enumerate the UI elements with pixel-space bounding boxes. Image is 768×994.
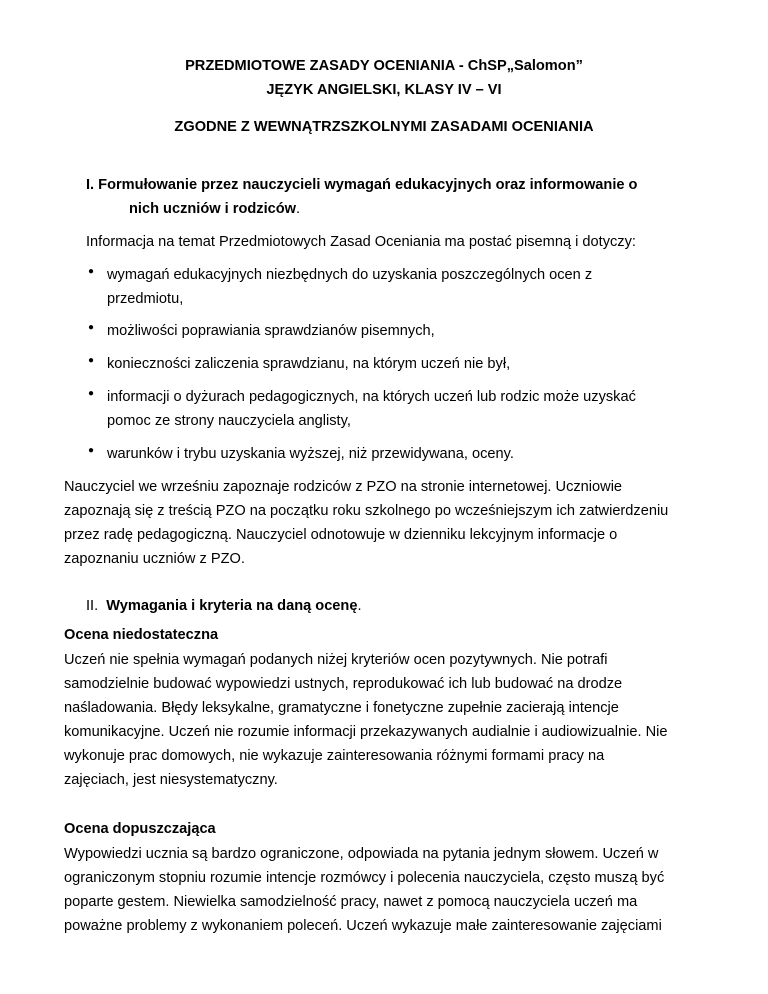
doc-title-line2: JĘZYK ANGIELSKI, KLASY IV – VI (266, 82, 502, 98)
list-item: możliwości poprawiania sprawdzianów pisemnych, (107, 323, 435, 339)
grade2-line: poparte gestem. Niewielka samodzielność pracy, nawet z pomocą nauczyciela uczeń ma (64, 894, 638, 910)
grade2-line: ograniczonym stopniu rozumie intencje rozmówcy i polecenia nauczyciela, często muszą być (64, 870, 665, 886)
grade2-line: poważne problemy z wykonaniem poleceń. Uczeń wykazuje małe zainteresowanie zajęciami (64, 918, 662, 934)
bullet-dot: ● (88, 388, 95, 399)
section1-paragraph-line: Nauczyciel we wrześniu zapoznaje rodziców z PZO na stronie internetowej. Uczniowie (64, 479, 623, 495)
section1-intro: Informacja na temat Przedmiotowych Zasad Oceniania ma postać pisemną i dotyczy: (86, 234, 636, 250)
list-item: warunków i trybu uzyskania wyższej, niż przewidywana, oceny. (107, 446, 514, 462)
list-item: wymagań edukacyjnych niezbędnych do uzyskania poszczególnych ocen z (107, 267, 593, 283)
list-item-continued: przedmiotu, (107, 291, 184, 307)
section2-heading-end: . (357, 598, 362, 614)
grade1-line: Uczeń nie spełnia wymagań podanych niżej kryteriów ocen pozytywnych. Nie potrafi (64, 652, 608, 668)
grade1-line: zajęciach, jest niesystematyczny. (64, 772, 278, 788)
section2-heading-text: Wymagania i kryteria na daną ocenę (106, 598, 358, 614)
list-item: konieczności zaliczenia sprawdzianu, na którym uczeń nie był, (107, 356, 511, 372)
section1-heading-line2 (129, 200, 300, 219)
grade1-line: wykonuje prac domowych, nie wykazuje zainteresowania różnymi formami pracy na (64, 748, 605, 764)
section1-heading-line1: I. Formułowanie przez nauczycieli wymagań edukacyjnych oraz informowanie o (86, 177, 638, 193)
list-item-continued: pomoc ze strony nauczyciela anglisty, (107, 413, 351, 429)
section1-heading-line2-text: nich uczniów i rodziców (129, 201, 297, 217)
section1-paragraph-line: przez radę pedagogiczną. Nauczyciel odnotowuje w dzienniku lekcyjnym informacje o (64, 527, 618, 543)
bullet-dot: ● (88, 445, 95, 456)
section2-number: II. (86, 598, 99, 614)
doc-title-line3: ZGODNE Z WEWNĄTRZSZKOLNYMI ZASADAMI OCENIANIA (174, 119, 594, 135)
section2-heading (86, 597, 362, 616)
section1-paragraph-line: zapoznają się z treścią PZO na początku roku szkolnego po wcześniejszym ich zatwierdzeniu (64, 503, 669, 519)
grade1-line: naśladowania. Błędy leksykalne, gramatyczne i fonetyczne zupełnie zacierają intencje (64, 700, 619, 716)
section1-heading-line2-end: . (296, 201, 301, 217)
list-item: informacji o dyżurach pedagogicznych, na których uczeń lub rodzic może uzyskać (107, 389, 636, 405)
grade1-line: samodzielnie budować wypowiedzi ustnych, reprodukować ich lub budować na drodze (64, 676, 623, 692)
grade1-line: komunikacyjne. Uczeń nie rozumie informacji przekazywanych audialnie i audiowizualnie. Nie (64, 724, 668, 740)
grade2-line: Wypowiedzi ucznia są bardzo ograniczone, odpowiada na pytania jednym słowem. Uczeń w (64, 846, 659, 862)
grade-title-niedostateczna: Ocena niedostateczna (64, 627, 219, 643)
doc-title-line1: PRZEDMIOTOWE ZASADY OCENIANIA - ChSP„Salomon” (185, 58, 583, 74)
bullet-dot: ● (88, 266, 95, 277)
section1-paragraph-line: zapoznaniu uczniów z PZO. (64, 551, 245, 567)
bullet-dot: ● (88, 355, 95, 366)
grade-title-dopuszczajaca: Ocena dopuszczająca (64, 821, 216, 837)
bullet-dot: ● (88, 322, 95, 333)
